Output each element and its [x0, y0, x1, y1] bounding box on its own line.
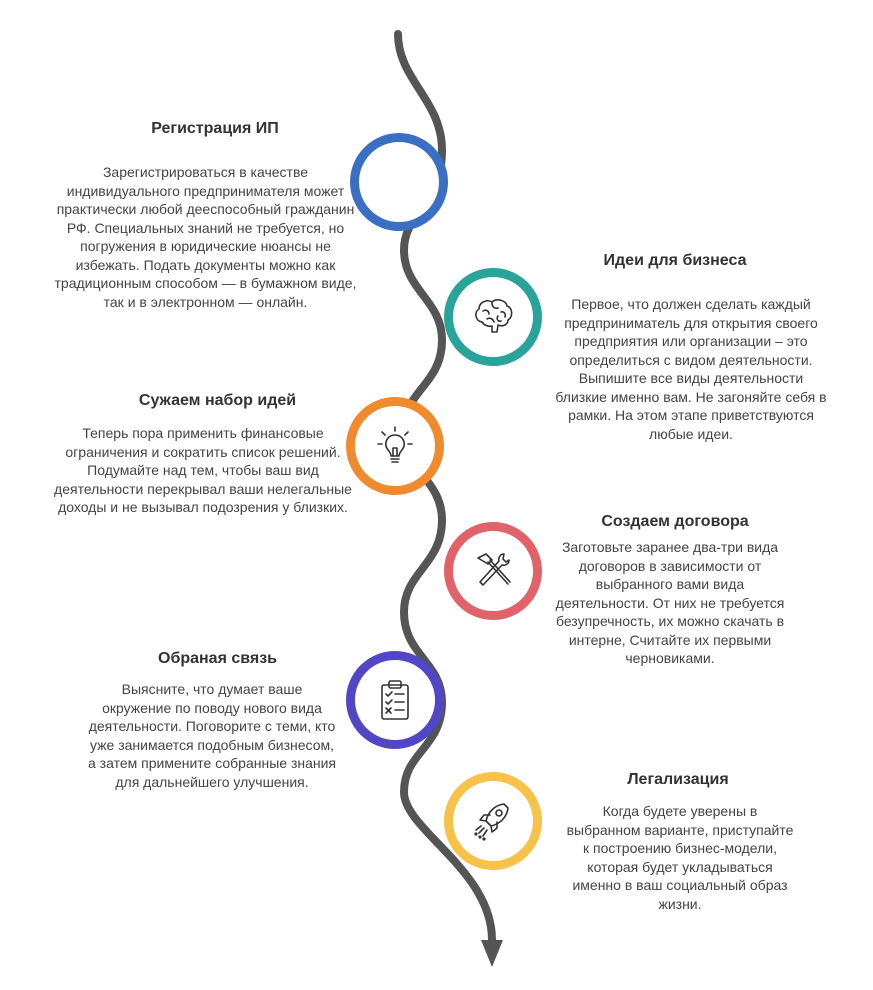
step-3-text: Теперь пора применить финансовые ограничения и сократить список решений. Подумайте над тем, чтобы ваш вид деятельности перекрывал ваши нелегальные доходы и не вызывал подозрения у близких.: [54, 425, 352, 515]
step-5-title: Обраная связь: [158, 650, 277, 667]
step-2-circle: [444, 268, 542, 366]
rocket-icon: [468, 796, 518, 846]
step-1-circle: [350, 133, 448, 231]
step-3-title: Сужаем набор идей: [138, 392, 297, 409]
step-2-title: Идеи для бизнеса: [603, 252, 747, 269]
clipboard-icon: [370, 675, 420, 725]
lightbulb-icon: [370, 421, 420, 471]
step-6-title: Легализация: [627, 771, 729, 788]
step-5-circle: [346, 651, 444, 749]
tools-icon: [468, 546, 518, 596]
step-2-text: Первое, что должен сделать каждый предприниматель для открытия своего предприятия или организации – это определиться с видом деятельности. Выпишите все виды деятельности близкие именно вам. Не загоняйте себя в рамки. На этом этапе приветствуются любые идеи.: [555, 296, 827, 442]
step-6-circle: [444, 772, 542, 870]
arrow-head: [481, 940, 503, 967]
brain-icon: [468, 292, 518, 342]
step-1-text: Зарегистрироваться в качестве индивидуального предпринимателя может практически любой дееспособный гражданин РФ. Специальных знаний не требуется, но погружения в юридические нюансы не избежать. Подать документы можно как традиционным способом — в бумажном виде, так и в электронном — онлайн.: [54, 164, 357, 310]
step-3-circle: [346, 397, 444, 495]
step-4-text: Заготовьте заранее два-три вида договоров в зависимости от выбранного вами вида деятельности. От них не требуется безупречность, их можно скачать в интерне, Считайте их первыми черновиками.: [555, 539, 785, 666]
step-5-text: Выясните, что думает ваше окружение по поводу нового вида деятельности. Поговорите с теми, кто уже занимается подобным бизнесом, а затем примените собранные знания для дальнейшего улучшения.: [88, 681, 337, 790]
step-4-circle: [444, 522, 542, 620]
step-4-title: Создаем договора: [601, 513, 749, 530]
step-1-title: Регистрация ИП: [151, 120, 279, 137]
step-6-text: Когда будете уверены в выбранном варианте, приступайте к построению бизнес-модели, которая будет укладываться именно в ваш социальный образ жизни.: [566, 803, 794, 912]
